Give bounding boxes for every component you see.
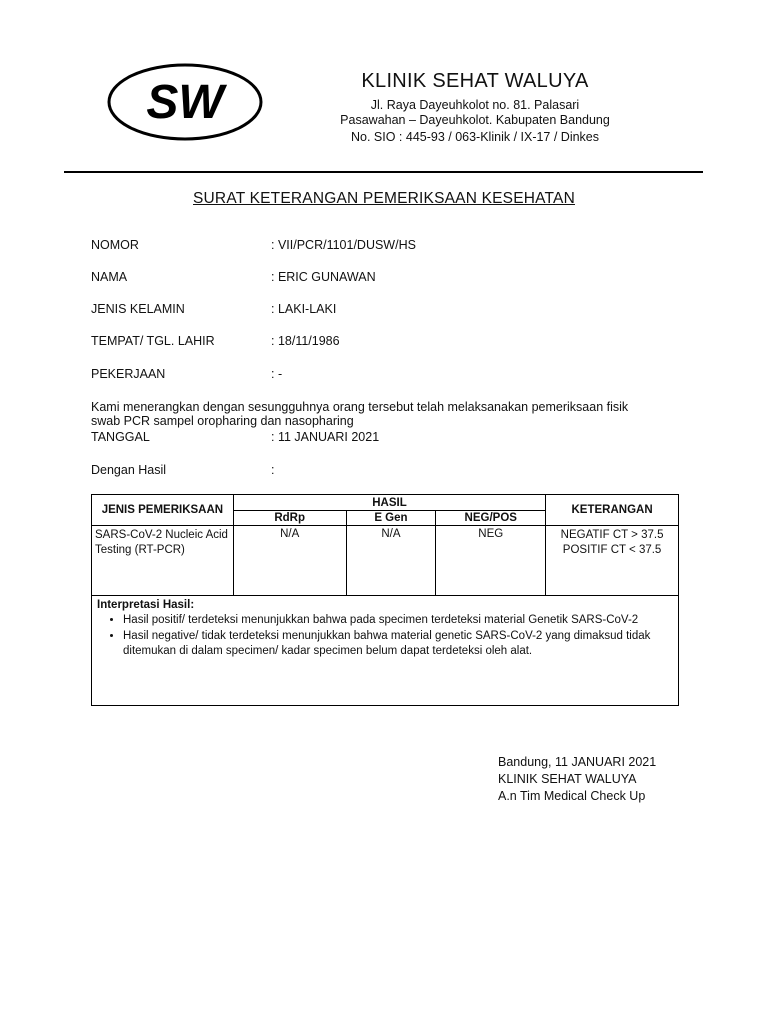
header-egen: E Gen bbox=[346, 511, 436, 526]
interpretation-title: Interpretasi Hasil: bbox=[97, 599, 195, 611]
field-label: NOMOR bbox=[91, 238, 139, 252]
table-row bbox=[92, 526, 679, 596]
field-value: : bbox=[271, 463, 275, 477]
sw-logo-icon bbox=[106, 62, 264, 142]
field-value: : ERIC GUNAWAN bbox=[271, 270, 376, 284]
clinic-logo bbox=[106, 62, 264, 142]
statement-text bbox=[91, 400, 691, 428]
list-item: • Hasil positif/ terdeteksi menunjukkan bahwa pada specimen terdeteksi material Genetik SARS-CoV-2 bbox=[123, 613, 672, 628]
header-divider bbox=[64, 171, 703, 173]
header-jenis-pemeriksaan: JENIS PEMERIKSAAN bbox=[92, 495, 234, 526]
field-value: : VII/PCR/1101/DUSW/HS bbox=[271, 238, 416, 252]
keterangan-negatif: NEGATIF CT > 37.5 bbox=[560, 529, 664, 541]
list-item: • Hasil negative/ tidak terdeteksi menunjukkan bahwa material genetic SARS-CoV-2 yang dimaksud tidak ditemukan di dalam specimen/ kadar specimen belum dapat terdeteksi oleh alat. bbox=[123, 629, 672, 659]
cell-jenis: SARS-CoV-2 Nucleic Acid Testing (RT-PCR) bbox=[92, 526, 234, 596]
cell-neg-pos: NEG bbox=[436, 526, 546, 596]
cell-egen: N/A bbox=[346, 526, 436, 596]
signature-block bbox=[498, 754, 656, 805]
field-value: : 11 JANUARI 2021 bbox=[271, 430, 380, 444]
logo-lettering: SW bbox=[146, 76, 224, 129]
cell-keterangan bbox=[546, 526, 679, 596]
header-neg-pos: NEG/POS bbox=[436, 511, 546, 526]
interpretation-list bbox=[97, 613, 672, 659]
field-label: TANGGAL bbox=[91, 430, 150, 444]
field-label: JENIS KELAMIN bbox=[91, 302, 185, 316]
field-label: Dengan Hasil bbox=[91, 463, 167, 477]
header-keterangan: KETERANGAN bbox=[546, 495, 679, 526]
keterangan-positif: POSITIF CT < 37.5 bbox=[562, 544, 662, 556]
field-label: PEKERJAAN bbox=[91, 367, 166, 381]
field-value: : 18/11/1986 bbox=[271, 334, 340, 348]
header-hasil: HASIL bbox=[233, 495, 545, 511]
statement-line-2: swab PCR sampel oropharing dan nasopharing bbox=[91, 414, 354, 428]
statement-line-1: Kami menerangkan dengan sesungguhnya orang tersebut telah melaksanakan pemeriksaan fisik bbox=[91, 400, 629, 414]
header-rdrp: RdRp bbox=[233, 511, 346, 526]
field-label: TEMPAT/ TGL. LAHIR bbox=[91, 334, 215, 348]
document-title: SURAT KETERANGAN PEMERIKSAAN KESEHATAN bbox=[193, 190, 575, 207]
address-line-2: Pasawahan – Dayeuhkolot. Kabupaten Bandung bbox=[340, 113, 610, 127]
field-value: : - bbox=[271, 367, 283, 381]
interpretation-section bbox=[97, 598, 672, 660]
address-line-1: Jl. Raya Dayeuhkolot no. 81. Palasari bbox=[370, 98, 580, 112]
field-value: : LAKI-LAKI bbox=[271, 302, 337, 316]
signature-clinic: KLINIK SEHAT WALUYA bbox=[498, 772, 637, 786]
signature-on-behalf: A.n Tim Medical Check Up bbox=[498, 789, 646, 803]
cell-rdrp: N/A bbox=[233, 526, 346, 596]
license-number: No. SIO : 445-93 / 063-Klinik / IX-17 / Dinkes bbox=[350, 130, 600, 144]
clinic-name: KLINIK SEHAT WALUYA bbox=[361, 70, 589, 92]
field-label: NAMA bbox=[91, 270, 128, 284]
signature-place-date: Bandung, 11 JANUARI 2021 bbox=[498, 755, 657, 769]
